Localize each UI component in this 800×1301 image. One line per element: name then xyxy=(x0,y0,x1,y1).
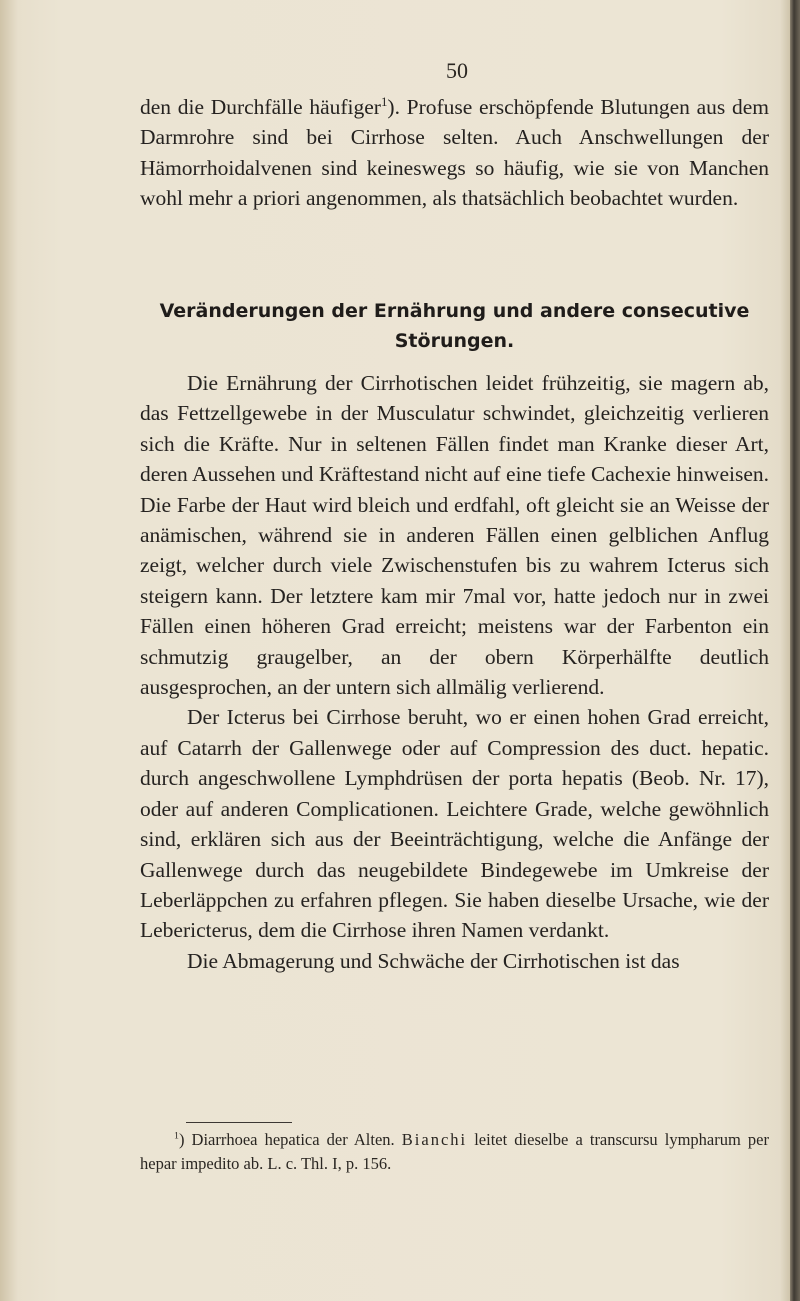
footnote-reference: 1 xyxy=(380,94,388,109)
footnote-text-after: leitet dieselbe a transcursu lympharum per hepar impedito ab. L. c. Thl. I, p. 156. xyxy=(140,1130,769,1173)
intro-paragraph xyxy=(140,92,769,214)
section-heading-line-2: Störungen. xyxy=(394,330,515,352)
footnote-text xyxy=(140,1128,769,1176)
footnote xyxy=(140,1128,769,1176)
footnote-divider xyxy=(186,1122,292,1123)
page-number: 50 xyxy=(446,58,468,83)
footnote-text-before: ) Diarrhoea hepatica der Alten. xyxy=(178,1130,402,1149)
intro-text-before-ref: den die Durchfälle häufiger xyxy=(140,95,381,119)
section-heading xyxy=(140,296,769,356)
paragraph-emaciation: Die Abmagerung und Schwäche der Cirrhotischen ist das xyxy=(187,948,680,973)
section-text-block xyxy=(140,368,769,976)
section-heading-line-1: Veränderungen der Ernährung und andere consecutive xyxy=(159,300,750,322)
footnote-marker: 1 xyxy=(174,1130,179,1142)
paragraph-icterus: Der Icterus bei Cirrhose beruht, wo er einen hohen Grad erreicht, auf Catarrh der Gallenwege oder auf Compression des duct. hepatic. durch angeschwollene Lymphdrüsen der porta hepatis (Beob. Nr. 17), oder auf anderen Complicationen. Leichtere Grade, welche gewöhnlich sind, erklären sich aus der Beeinträchtigung, welche die Anfänge der Gallenwege durch das neugebildete Bindegewebe im Umkreise der Leberläppchen zu erfahren pflegen. Sie haben dieselbe Ursache, wie der Lebericterus, dem die Cirrhose ihren Namen verdankt. xyxy=(140,705,769,943)
footnote-author: Bianchi xyxy=(401,1130,468,1149)
paragraph-nutrition: Die Ernährung der Cirrhotischen leidet frühzeitig, sie magern ab, das Fettzellgewebe in der Musculatur schwindet, gleichzeitig verlieren sich die Kräfte. Nur in seltenen Fällen findet man Kranke dieser Art, deren Aussehen und Kräftestand nicht auf eine tiefe Cachexie hinweisen. Die Farbe der Haut wird bleich und erdfahl, oft gleicht sie an Weisse der anämischen, während sie in anderen Fällen einen gelblichen Anflug zeigt, welcher durch viele Zwischenstufen bis zu wahrem Icterus sich steigern kann. Der letztere kam mir 7mal vor, hatte jedoch nur in zwei Fällen einen höheren Grad erreicht; meistens war der Farbenton ein schmutzig graugelber, an der obern Körperhälfte deutlich ausgesprochen, an der untern sich allmälig verlierend. xyxy=(140,371,769,700)
intro-text-after-ref: ). Profuse erschöpfende Blutungen aus dem Darmrohre sind bei Cirrhose selten. Auch Anschwellungen der Hämorrhoidalvenen sind keineswegs so häufig, wie sie von Manchen wohl mehr a priori angenommen, als thatsächlich beobachtet wurden. xyxy=(140,95,770,211)
intro-text-block xyxy=(140,92,769,214)
book-edge xyxy=(790,0,800,1301)
